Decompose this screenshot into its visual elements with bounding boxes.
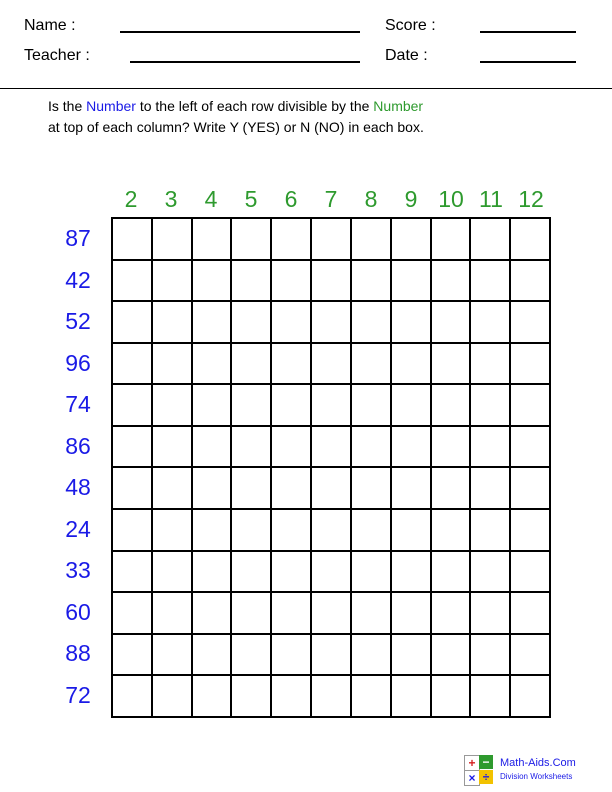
answer-cell[interactable] [232, 385, 272, 427]
teacher-line[interactable] [130, 61, 360, 63]
date-label: Date : [385, 47, 428, 64]
answer-cell[interactable] [232, 593, 272, 635]
answer-cell[interactable] [352, 552, 392, 594]
answer-cell[interactable] [193, 261, 233, 303]
answer-cell[interactable] [193, 468, 233, 510]
instructions-line-2: at top of each column? Write Y (YES) or N (NO) in each box. [48, 119, 424, 135]
answer-cell[interactable] [272, 552, 312, 594]
answer-cell[interactable] [232, 468, 272, 510]
column-number: 2 [124, 186, 138, 212]
answer-cell[interactable] [232, 427, 272, 469]
column-number: 7 [324, 186, 338, 212]
answer-cell[interactable] [113, 593, 153, 635]
answer-cell[interactable] [272, 635, 312, 677]
answer-cell[interactable] [352, 676, 392, 718]
answer-cell[interactable] [193, 385, 233, 427]
answer-cell[interactable] [352, 468, 392, 510]
row-number: 52 [65, 308, 91, 334]
answer-cell[interactable] [193, 344, 233, 386]
column-number: 10 [438, 186, 464, 212]
answer-cell[interactable] [511, 468, 551, 510]
answer-cell[interactable] [312, 261, 352, 303]
answer-cell[interactable] [312, 219, 352, 261]
answer-cell[interactable] [272, 344, 312, 386]
column-number: 8 [364, 186, 378, 212]
answer-cell[interactable] [432, 261, 472, 303]
times-icon: × [464, 770, 480, 786]
answer-cell[interactable] [432, 593, 472, 635]
answer-cell[interactable] [153, 302, 193, 344]
answer-cell[interactable] [511, 302, 551, 344]
answer-cell[interactable] [471, 219, 511, 261]
answer-cell[interactable] [232, 261, 272, 303]
answer-cell[interactable] [113, 344, 153, 386]
answer-cell[interactable] [432, 427, 472, 469]
answer-cell[interactable] [153, 593, 193, 635]
answer-cell[interactable] [352, 385, 392, 427]
answer-cell[interactable] [153, 552, 193, 594]
answer-cell[interactable] [153, 344, 193, 386]
answer-cell[interactable] [312, 676, 352, 718]
score-label: Score : [385, 17, 436, 34]
answer-cell[interactable] [113, 468, 153, 510]
answer-grid [111, 217, 551, 718]
answer-cell[interactable] [232, 676, 272, 718]
answer-cell[interactable] [193, 302, 233, 344]
answer-cell[interactable] [113, 676, 153, 718]
answer-cell[interactable] [511, 344, 551, 386]
answer-cell[interactable] [511, 219, 551, 261]
score-line[interactable] [480, 31, 576, 33]
answer-cell[interactable] [113, 510, 153, 552]
column-number: 3 [164, 186, 178, 212]
answer-cell[interactable] [511, 385, 551, 427]
row-number: 48 [65, 474, 91, 500]
answer-cell[interactable] [153, 219, 193, 261]
answer-cell[interactable] [432, 385, 472, 427]
column-number: 9 [404, 186, 418, 212]
answer-cell[interactable] [432, 635, 472, 677]
answer-cell[interactable] [352, 427, 392, 469]
instr-number-column: Number [373, 98, 424, 114]
row-number: 87 [65, 225, 91, 251]
name-line[interactable] [120, 31, 360, 33]
answer-cell[interactable] [471, 302, 511, 344]
answer-cell[interactable] [113, 219, 153, 261]
row-number: 72 [65, 681, 91, 708]
answer-cell[interactable] [272, 510, 312, 552]
answer-cell[interactable] [392, 635, 432, 677]
answer-cell[interactable] [312, 552, 352, 594]
answer-cell[interactable] [432, 344, 472, 386]
answer-cell[interactable] [272, 302, 312, 344]
answer-cell[interactable] [392, 344, 432, 386]
answer-cell[interactable] [153, 261, 193, 303]
answer-cell[interactable] [471, 261, 511, 303]
answer-cell[interactable] [272, 427, 312, 469]
answer-cell[interactable] [232, 552, 272, 594]
answer-cell[interactable] [392, 302, 432, 344]
plus-icon: + [464, 755, 480, 771]
instr-middle: to the left of each row divisible by the [135, 98, 374, 114]
answer-cell[interactable] [312, 385, 352, 427]
answer-cell[interactable] [432, 302, 472, 344]
answer-cell[interactable] [352, 261, 392, 303]
answer-cell[interactable] [511, 552, 551, 594]
row-number: 33 [65, 557, 91, 583]
answer-cell[interactable] [312, 468, 352, 510]
answer-cell[interactable] [193, 510, 233, 552]
answer-cell[interactable] [511, 635, 551, 677]
answer-cell[interactable] [392, 468, 432, 510]
answer-cell[interactable] [432, 676, 472, 718]
answer-cell[interactable] [272, 593, 312, 635]
row-number: 96 [65, 349, 91, 376]
answer-cell[interactable] [471, 676, 511, 718]
row-number: 74 [65, 391, 91, 417]
answer-cell[interactable] [193, 552, 233, 594]
answer-cell[interactable] [471, 427, 511, 469]
answer-cell[interactable] [471, 344, 511, 386]
answer-cell[interactable] [272, 219, 312, 261]
answer-cell[interactable] [392, 552, 432, 594]
row-number: 60 [65, 598, 91, 625]
answer-cell[interactable] [113, 635, 153, 677]
answer-cell[interactable] [193, 593, 233, 635]
name-label: Name : [24, 17, 76, 34]
answer-cell[interactable] [153, 385, 193, 427]
answer-cell[interactable] [471, 635, 511, 677]
answer-cell[interactable] [113, 302, 153, 344]
answer-cell[interactable] [113, 261, 153, 303]
answer-cell[interactable] [153, 676, 193, 718]
answer-cell[interactable] [432, 552, 472, 594]
answer-cell[interactable] [312, 635, 352, 677]
answer-cell[interactable] [153, 468, 193, 510]
math-aids-logo [464, 755, 494, 784]
instructions-line-1 [48, 99, 423, 113]
answer-cell[interactable] [272, 468, 312, 510]
answer-cell[interactable] [113, 552, 153, 594]
row-number: 88 [65, 640, 91, 666]
divide-icon: ÷ [479, 770, 493, 784]
answer-cell[interactable] [392, 261, 432, 303]
answer-cell[interactable] [392, 676, 432, 718]
answer-cell[interactable] [272, 385, 312, 427]
answer-cell[interactable] [312, 427, 352, 469]
row-number: 42 [65, 266, 91, 293]
column-number: 5 [244, 186, 258, 212]
answer-cell[interactable] [511, 676, 551, 718]
header-divider [0, 88, 612, 89]
answer-cell[interactable] [193, 427, 233, 469]
answer-cell[interactable] [312, 593, 352, 635]
answer-cell[interactable] [272, 676, 312, 718]
answer-cell[interactable] [352, 344, 392, 386]
answer-cell[interactable] [312, 510, 352, 552]
answer-cell[interactable] [193, 219, 233, 261]
answer-cell[interactable] [392, 510, 432, 552]
brand-name: Math-Aids.Com [500, 757, 576, 769]
answer-cell[interactable] [352, 593, 392, 635]
answer-cell[interactable] [511, 427, 551, 469]
answer-cell[interactable] [153, 510, 193, 552]
answer-cell[interactable] [511, 510, 551, 552]
column-number: 6 [284, 186, 298, 212]
answer-cell[interactable] [113, 427, 153, 469]
minus-icon: − [479, 755, 493, 769]
answer-cell[interactable] [113, 385, 153, 427]
column-number: 11 [479, 186, 503, 212]
answer-cell[interactable] [392, 593, 432, 635]
answer-cell[interactable] [392, 427, 432, 469]
teacher-label: Teacher : [24, 47, 90, 64]
answer-cell[interactable] [471, 510, 511, 552]
answer-cell[interactable] [232, 219, 272, 261]
answer-cell[interactable] [232, 635, 272, 677]
answer-cell[interactable] [193, 676, 233, 718]
instr-number-row: Number [86, 98, 136, 114]
row-number: 24 [65, 515, 91, 542]
answer-cell[interactable] [153, 427, 193, 469]
answer-cell[interactable] [471, 468, 511, 510]
answer-cell[interactable] [471, 385, 511, 427]
answer-cell[interactable] [392, 219, 432, 261]
answer-cell[interactable] [352, 219, 392, 261]
answer-cell[interactable] [272, 261, 312, 303]
column-number: 4 [204, 186, 218, 212]
row-number: 86 [65, 432, 91, 459]
answer-cell[interactable] [352, 510, 392, 552]
column-number: 12 [518, 186, 544, 212]
answer-cell[interactable] [511, 593, 551, 635]
answer-cell[interactable] [193, 635, 233, 677]
answer-cell[interactable] [232, 302, 272, 344]
answer-cell[interactable] [432, 219, 472, 261]
instr-prefix: Is the [48, 98, 87, 114]
answer-cell[interactable] [511, 261, 551, 303]
answer-cell[interactable] [352, 635, 392, 677]
answer-cell[interactable] [312, 344, 352, 386]
answer-cell[interactable] [232, 344, 272, 386]
date-line[interactable] [480, 61, 576, 63]
answer-cell[interactable] [352, 302, 392, 344]
brand-subtitle: Division Worksheets [500, 772, 573, 781]
answer-cell[interactable] [471, 552, 511, 594]
answer-cell[interactable] [432, 468, 472, 510]
answer-cell[interactable] [312, 302, 352, 344]
answer-cell[interactable] [471, 593, 511, 635]
answer-cell[interactable] [432, 510, 472, 552]
answer-cell[interactable] [392, 385, 432, 427]
answer-cell[interactable] [153, 635, 193, 677]
answer-cell[interactable] [232, 510, 272, 552]
